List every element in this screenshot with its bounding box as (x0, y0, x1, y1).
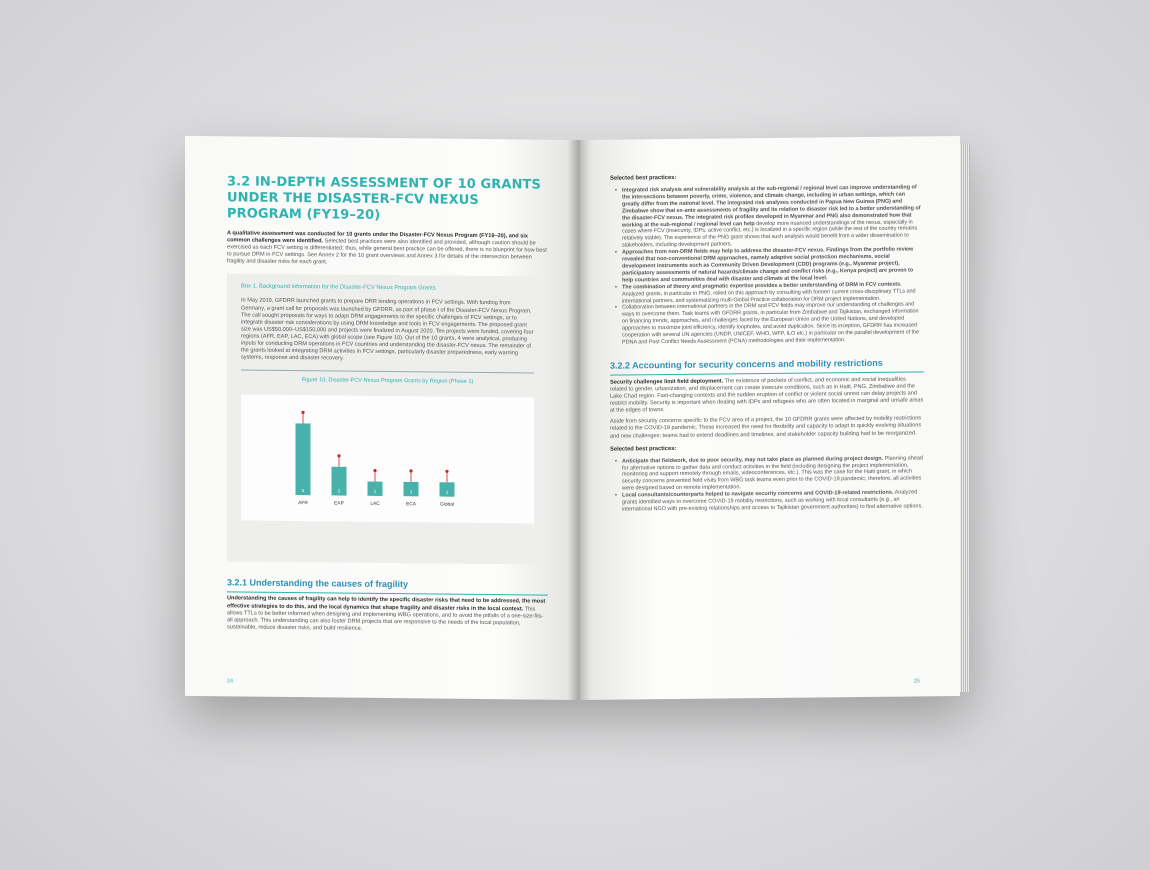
bullet-bold: The combination of theory and pragmatic expertise provides a better understanding of DRM in FCV contexts. (622, 281, 902, 291)
data-label-eap: 2 (337, 488, 341, 494)
left-page (185, 136, 578, 700)
category-label-eap: EAP (334, 501, 344, 507)
bullet-rest: develop more nuanced understandings of the nexus, especially in cases where FCV (insecurity, IDPs, active conflict, etc.) is localized in a specific region (while the rest of the country remains relatively stable). The experience of the PNG grant shows that such analysis would benefit from a wider dissemination to stakeholders, including development partners. (622, 219, 918, 249)
page-number-left: 24 (227, 678, 234, 685)
box-divider (241, 370, 534, 374)
category-label-lac: LAC (370, 502, 380, 508)
book-spread (185, 140, 970, 700)
marker-dot-afr (301, 411, 304, 414)
bullet-bold: Anticipate that fieldwork, due to poor security, may not take place as planned during project design. (622, 455, 884, 465)
bullet-bold: Approaches from non-DRM fields may help to address the disaster-FCV nexus. Findings from the portfolio review revealed that non-conventional DRM approaches, namely adaptive social protection mechanisms, social development instruments such as Community Driven Development (CDD) programs (e.g., Myanmar project), participatory assessments of natural hazards/climate change and conflict risks (e.g., Kenya project) are proven to help countries and communities deal with disaster and climate at the local level. (622, 246, 914, 284)
page-number-right: 25 (913, 678, 920, 685)
intro-paragraph (227, 230, 548, 269)
fragility-paragraph (227, 596, 548, 635)
intro-bold: A qualitative assessment was conducted for 10 grants under the Disaster-FCV Nexus Program (FY19–20), and six common challenges were identified. (227, 230, 529, 245)
figure-title: Figure 10. Disaster-FCV Nexus Program Grants by Region (Phase 1) (301, 377, 474, 386)
background-info-box (227, 274, 548, 565)
bar-chart-svg (241, 395, 521, 524)
list-item (622, 247, 924, 285)
box-text: In May 2019, GFDRR launched grants to prepare DRR lending operations in FCV settings. With funding from Germany, a grant call for proposals was launched by GFDRR, as part of phase I of the Disaster-FCV Nexus Program. The call sought proposals for ways to adapt DRM engagements to the specific challenges of FCV settings, or to integrate disaster risk considerations by using DRM knowledge and tools in FCV engagements. The proposed grant size was US$50,000–US$150,000 and projects were finalized in August 2020. Ten projects were funded, covering four regions (AFR, EAP, LAC, ECA) with global scope (see Figure 10). Out of the 10 grants, 4 were analytical, producing inputs for conducting DRM operations in FCV countries and understanding the disaster-FCV nexus. The remainder of the grants looked at integrating DRM activities in FCV settings, particularly disaster preparedness, early warning systems, response and disaster recovery. (241, 297, 534, 362)
bullet-rest: Collaboration between international partners in the DRM and FCV fields may improve our understanding of challenges and ways to overcome them. Task teams with GFDRR grants, in particular from Zimbabwe and Tajikistan, exchanged information on financing trends, approaches, and challenges faced by the European Union and the United Nations, and developed approaches to maximize joint efficiency, identify loopholes, and avoid duplication. Since its inception, GFDRR has increased cooperation with several UN agencies (UNDP, UNICEF, WHO, WFP, ILO etc.) in particular on the parallel development of the PDNA and Post Conflict Needs Assessment (PCNA) methodologies and their implementation. (622, 301, 920, 346)
bullet-bold: Local consultants/counterparts helped to navigate security concerns and COVID-19-related restrictions. (622, 489, 894, 499)
bullet-rest: Analyzed grants identified ways to overcome COVID-19 mobility restrictions, such as working with local consultants (e.g., an international NGO with pre-existing relationships and access to Tajikistan government authorities) to find alternative options. (622, 489, 923, 513)
subsection-title-security: 3.2.2 Accounting for security concerns and mobility restrictions (610, 357, 924, 375)
fragility-bold: Understanding the causes of fragility can help to identify the specific disaster risks that need to be addressed, the most effective strategies to do this, and the local dynamics that shape fragility and disaster risks in the local context. (227, 595, 546, 612)
category-label-eca: ECA (406, 502, 416, 508)
best-practices-list-2 (610, 455, 924, 514)
bullet-rest: Analyzed grants, in particular in PNG, relied on this approach by consulting with former/ current cross-disciplinary TTLs and international partners, and systematizing multi-Global Practice collaboration for DRM project implementation. (622, 288, 916, 305)
list-item (622, 455, 924, 493)
right-page (578, 136, 960, 700)
marker-dot-eca (409, 470, 412, 473)
section-title: 3.2 IN-DEPTH ASSESSMENT OF 10 GRANTS UNDER THE DISASTER-FCV NEXUS PROGRAM (FY19–20) (227, 174, 541, 223)
subsection-title-fragility: 3.2.1 Understanding the causes of fragility (227, 578, 548, 596)
bullet-rest: Planning ahead for alternative options to gather data and conduct activities in the field (including designing the project implementation, monitoring and support remotely through emails, videoconferences, etc.). This was the case for the Haiti grant, in which security concerns prevented field visits from WBG task teams even prior to the COVID-19 pandemic; therefore, all activities were designed based on remote implementation. (622, 454, 923, 492)
marker-dot-lac (373, 469, 376, 472)
data-label-lac: 1 (373, 489, 377, 495)
category-label-afr: AFR (298, 501, 308, 507)
list-item (622, 490, 924, 514)
marker-dot-eap (337, 455, 340, 458)
fragility-rest: This allows TTLs to be better informed when designing and implementing WBG operations, and to avoid the pitfalls of a one-size-fits-all approach. This understanding can also foster DRM projects that are responsive to the needs of the local population, sustainable, reduce disaster risks, and build resilience. (227, 605, 544, 632)
intro-rest: Selected best practices were also identified and provided, although caution should be exercised as each FCV setting is differentiated; thus, while general best practice can be offered, there is no blueprint for how best to pursue DRM in FCV settings. See Annex 2 for the 10 grant overviews and Annex 3 for details of the intersection between fragility and disaster risks for each grant. (227, 238, 547, 266)
selected-practices-label-2: Selected best practices: (610, 445, 677, 453)
page-edges (960, 144, 970, 692)
security-paragraph (610, 376, 924, 415)
covid-paragraph: Aside from security concerns specific to the FCV area of a project, the 10 GFDRR grants were affected by mobility restrictions related to the COVID-19 pandemic. These increased the need for flexibility and capacity to adapt to quickly evolving situations and new challenges; teams had to extend deadlines and timelines, and stakeholder capacity building had to be reorganized. (610, 415, 922, 440)
data-label-eca: 1 (409, 489, 413, 495)
book-spine-shadow (568, 140, 590, 700)
best-practices-list (610, 184, 924, 346)
list-item (622, 184, 924, 249)
list-item (622, 302, 924, 347)
bar-afr (296, 424, 311, 496)
data-label-global: 1 (445, 489, 449, 495)
security-bold: Security challenges limit field deployment. (610, 378, 724, 386)
security-rest: The existence of pockets of conflict, and economic and social inequalities related to gender, urbanization, and displacement can create insecure conditions, such as in Haiti, PNG, Zimbabwe and the Lake Chad region. Fast-changing contexts and the sudden eruption of conflict or violent social unrest can delay projects and restrict mobility. Security is important when dealing with IDPs and refugees who are often located in marginal and unsafe areas at the edges of towns. (610, 376, 924, 414)
bar-chart (241, 395, 534, 524)
category-label-global: Global (440, 502, 454, 509)
marker-dot-global (445, 470, 448, 473)
bullet-bold: Integrated risk analysis and vulnerability analysis at the sub-regional / regional level can improve understanding of the intersections between poverty, crime, violence, and climate change, including in urban settings, which can greatly differ from the national level. The integrated risk analyses conducted in Papua New Guinea (PNG) and Zimbabwe show that ex-ante assessments of fragility and its relation to disaster risk led to a better understanding of the disaster-FCV nexus. The integrated risk profiles developed in Myanmar and PNG also demonstrated how that working at the sub-regional / regional level can help (622, 184, 921, 229)
selected-practices-label: Selected best practices: (610, 174, 677, 182)
data-label-afr: 5 (301, 488, 305, 494)
box-title: Box 1. Background information for the Disaster-FCV Nexus Program Grants (241, 283, 436, 292)
